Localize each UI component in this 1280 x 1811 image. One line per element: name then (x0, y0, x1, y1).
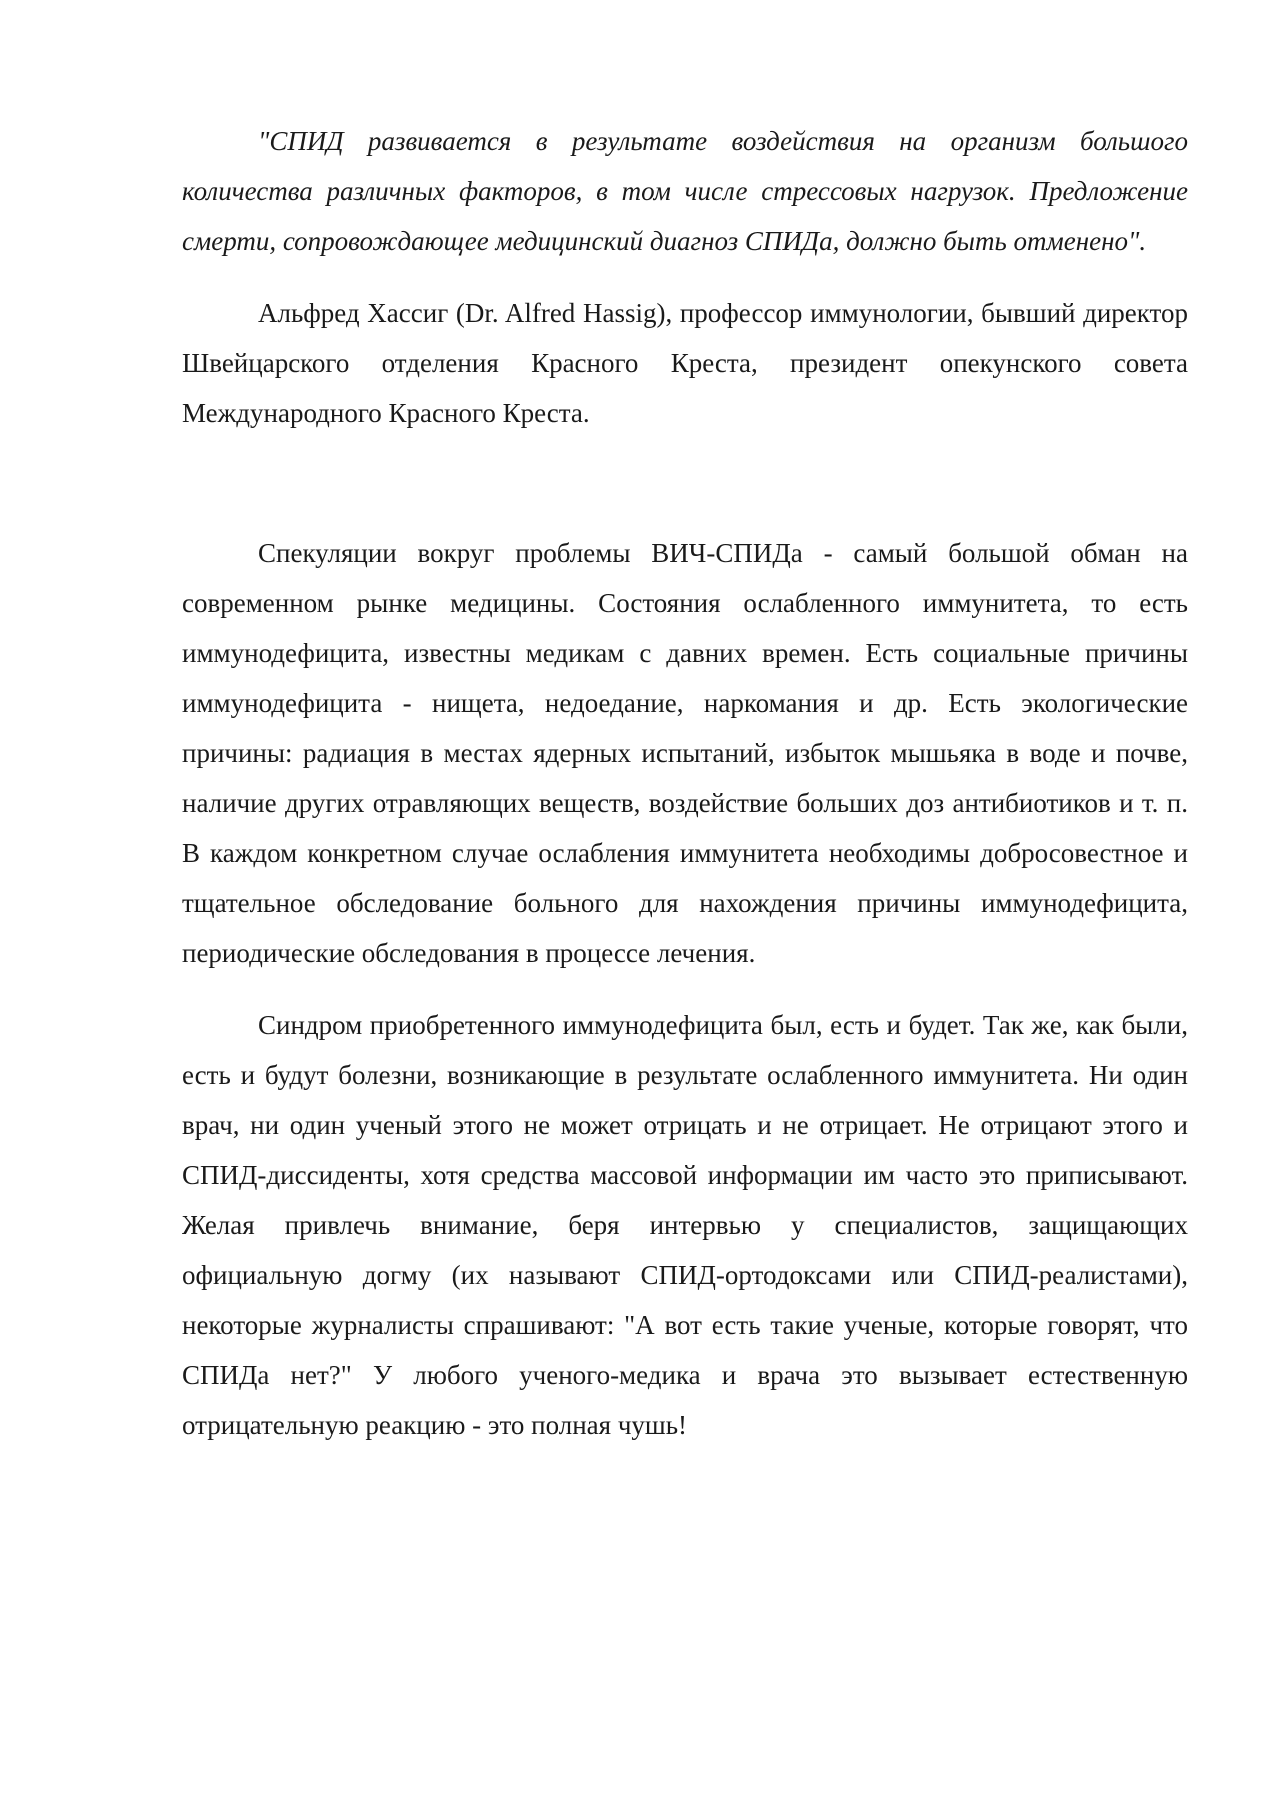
body-paragraph: Спекуляции вокруг проблемы ВИЧ-СПИДа - самый большой обман на современном рынке медицины. Состояния ослабленного иммунитета, то есть иммунодефицита, известны медикам с давних времен. Есть социальные причины иммунодефицита - нищета, недоедание, наркомания и др. Есть экологические причины: радиация в местах ядерных испытаний, избыток мышьяка в воде и почве, наличие других отравляющих веществ, воздействие больших доз антибиотиков и т. п. В каждом конкретном случае ослабления иммунитета необходимы добросовестное и тщательное обследование больного для нахождения причины иммунодефицита, периодические обследования в процессе лечения. (182, 538, 1188, 968)
epigraph-attribution: Альфред Хассиг (Dr. Alfred Hassig), профессор иммунологии, бывший директор Швейцарского отделения Красного Креста, президент опекунского совета Международного Красного Креста. (182, 298, 1188, 428)
epigraph-quote: "СПИД развивается в результате воздействия на организм большого количества различных факторов, в том числе стрессовых нагрузок. Предложение смерти, сопровождающее медицинский диагноз СПИДа, должно быть отменено". (182, 126, 1188, 256)
body-paragraph: Синдром приобретенного иммунодефицита был, есть и будет. Так же, как были, есть и будут болезни, возникающие в результате ослабленного иммунитета. Ни один врач, ни один ученый этого не может отрицать и не отрицает. Не отрицают этого и СПИД-диссиденты, хотя средства массовой информации им часто это приписывают. Желая привлечь внимание, беря интервью у специалистов, защищающих официальную догму (их называют СПИД-ортодоксами или СПИД-реалистами), некоторые журналисты спрашивают: "А вот есть такие ученые, которые говорят, что СПИДа нет?" У любого ученого-медика и врача это вызывает естественную отрицательную реакцию - это полная чушь! (182, 1010, 1188, 1440)
text-column (182, 116, 1188, 1450)
section-gap (182, 438, 1188, 528)
